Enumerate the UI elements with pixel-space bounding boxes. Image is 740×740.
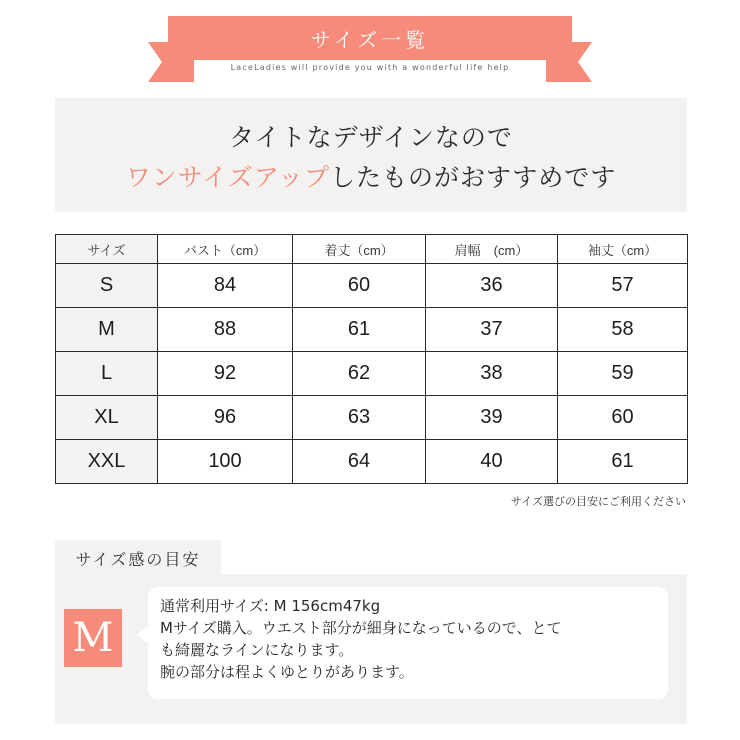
- bust-cell: 88: [158, 308, 293, 352]
- sleeve-cell: 57: [558, 264, 688, 308]
- bust-cell: 84: [158, 264, 293, 308]
- title-banner: [148, 16, 592, 86]
- shoulder-cell: 38: [426, 352, 558, 396]
- sleeve-cell: 60: [558, 396, 688, 440]
- length-cell: 60: [293, 264, 426, 308]
- headline-line2: [55, 158, 687, 194]
- review-line: 腕の部分は程よくゆとりがあります。: [160, 663, 414, 681]
- headline-accent: ワンサイズアップ: [125, 163, 330, 192]
- review-line: 通常利用サイズ: M 156cm47kg: [160, 597, 381, 615]
- shoulder-cell: 36: [426, 264, 558, 308]
- bust-cell: 92: [158, 352, 293, 396]
- table-row: [56, 352, 688, 396]
- size-cell: S: [56, 264, 158, 308]
- header-shoulder: 肩幅 (cm）: [426, 235, 558, 264]
- bust-cell: 100: [158, 440, 293, 484]
- banner-subtitle: LaceLadies will provide you with a wonderful life help: [230, 63, 510, 72]
- size-cell: M: [56, 308, 158, 352]
- review-text: [160, 595, 658, 683]
- table-note: サイズ選びの目安にご利用ください: [510, 495, 686, 508]
- header-sleeve: 袖丈（cm）: [558, 235, 688, 264]
- header-size: サイズ: [56, 235, 158, 264]
- badge-letter: M: [72, 615, 114, 661]
- table-header-row: [56, 235, 688, 264]
- banner-title: サイズ一覧: [310, 27, 430, 52]
- size-cell: L: [56, 352, 158, 396]
- table-row: [56, 440, 688, 484]
- table-row: [56, 264, 688, 308]
- bust-cell: 96: [158, 396, 293, 440]
- shoulder-cell: 39: [426, 396, 558, 440]
- length-cell: 62: [293, 352, 426, 396]
- speech-bubble: [148, 587, 668, 699]
- sleeve-cell: 61: [558, 440, 688, 484]
- headline-line1: タイトなデザインなので: [229, 123, 513, 152]
- shoulder-cell: 37: [426, 308, 558, 352]
- review-line: も綺麗なラインになります。: [160, 641, 354, 659]
- size-table: [55, 234, 688, 484]
- header-bust: バスト（cm）: [158, 235, 293, 264]
- size-m-badge: [64, 609, 122, 667]
- table-row: [56, 308, 688, 352]
- sleeve-cell: 59: [558, 352, 688, 396]
- length-cell: 61: [293, 308, 426, 352]
- length-cell: 63: [293, 396, 426, 440]
- size-cell: XL: [56, 396, 158, 440]
- sleeve-cell: 58: [558, 308, 688, 352]
- headline-line2-rest: したものがおすすめです: [330, 163, 617, 192]
- headline-box: [55, 98, 687, 212]
- size-cell: XXL: [56, 440, 158, 484]
- size-feel-tab: [55, 540, 221, 576]
- shoulder-cell: 40: [426, 440, 558, 484]
- review-line: Mサイズ購入。ウエスト部分が細身になっているので、とて: [160, 619, 562, 637]
- ribbon-main: [168, 16, 572, 60]
- header-length: 着丈（cm）: [293, 235, 426, 264]
- table-row: [56, 396, 688, 440]
- size-feel-label: サイズ感の目安: [75, 549, 201, 569]
- length-cell: 64: [293, 440, 426, 484]
